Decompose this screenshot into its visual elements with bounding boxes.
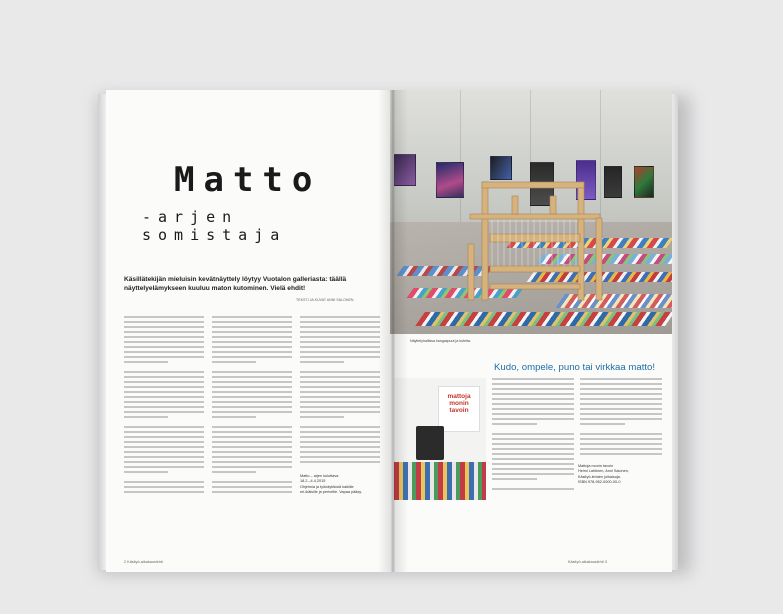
text-line [124,401,204,403]
text-line [124,326,204,328]
book-info-line: Helmi Lahtinen, Anni Salonen, [578,469,629,474]
text-line [300,441,380,443]
text-line [300,381,380,383]
text-line [124,426,204,428]
text-line [212,436,292,438]
text-line [300,351,380,353]
text-line [212,466,292,468]
text-line [300,346,380,348]
text-line [124,346,204,348]
body-column-2 [212,316,292,496]
article-subtitle: -arjen somistaja [142,208,287,244]
text-line [300,456,380,458]
text-line [492,453,574,455]
folio-left: 2 Käsityö-aikakauslehti [124,560,163,564]
text-line [300,391,380,393]
text-line [492,403,574,405]
text-line [492,448,574,450]
inset-rug [394,462,486,500]
text-line [492,488,574,490]
text-line [212,361,256,363]
text-line [580,453,662,455]
event-info-line: Ohjelmia ja työnäytöksiä kaikille [300,484,354,489]
text-line [300,406,380,408]
text-line [580,433,662,435]
text-line [300,426,380,428]
text-line [212,376,292,378]
text-line [124,406,204,408]
text-line [300,356,380,358]
text-line [212,336,292,338]
text-line [300,386,380,388]
photo-credit: TEKSTI JA KUVAT ANNI SALONEN [296,298,354,302]
text-line [580,393,662,395]
text-line [212,461,292,463]
text-line [124,471,168,473]
event-info-line: 18.2.–4.4.2015 [300,479,326,484]
text-line [580,418,662,420]
text-line [212,381,292,383]
text-line [492,458,574,460]
text-line [492,398,574,400]
text-line [580,438,662,440]
text-line [300,411,380,413]
text-line [492,433,574,435]
text-line [124,431,204,433]
text-line [580,443,662,445]
book-info-line: Käsityö-lehden julkaisuja. [578,474,621,479]
text-line [212,346,292,348]
book-cover [438,386,480,432]
body-column-3 [300,316,380,466]
text-line [124,376,204,378]
text-line [124,391,204,393]
text-line [300,371,380,373]
text-line [580,388,662,390]
text-line [212,331,292,333]
event-info-line: Matto – arjen kuluttava [300,474,339,478]
text-line [580,423,625,425]
event-info-box [300,474,378,496]
photo-caption: Näyttelyhallissa kangaspuut ja kuteita. [410,339,471,343]
text-line [124,371,204,373]
text-line [492,468,574,470]
text-line [300,336,380,338]
text-line [580,403,662,405]
text-line [124,381,204,383]
text-line [212,426,292,428]
text-line [124,451,204,453]
folio-right: Käsityö-aikakauslehti 3 [568,560,607,564]
wall-tapestry [394,154,416,186]
text-line [492,418,574,420]
text-line [300,416,344,418]
text-line [212,431,292,433]
text-line [124,461,204,463]
text-line [300,446,380,448]
text-line [212,446,292,448]
text-line [492,413,574,415]
text-line [124,361,168,363]
article-title: Matto [174,160,322,200]
text-line [212,341,292,343]
page-stack-left [98,94,106,570]
right-body-column-1 [492,378,574,496]
text-line [212,356,292,358]
floor-loom [460,174,610,314]
text-line [124,341,204,343]
chair-figure [416,426,444,460]
wall-tapestry [634,166,654,198]
text-line [124,321,204,323]
magazine-spread [106,90,672,572]
text-line [492,478,537,480]
text-line [580,408,662,410]
text-line [124,386,204,388]
text-line [300,321,380,323]
text-line [124,351,204,353]
text-line [124,356,204,358]
text-line [212,391,292,393]
event-info-line: eri-ikäisille ja perheille. Vapaa pääsy. [300,490,362,495]
text-line [212,411,292,413]
text-line [212,316,292,318]
text-line [300,361,344,363]
floor-rug [415,312,672,326]
text-line [124,491,204,493]
text-line [492,423,537,425]
body-column-1 [124,316,204,496]
text-line [580,448,662,450]
text-line [212,371,292,373]
text-line [492,393,574,395]
text-line [212,351,292,353]
text-line [300,461,380,463]
text-line [492,473,574,475]
text-line [580,378,662,380]
text-line [212,486,292,488]
left-page [106,90,390,572]
text-line [124,316,204,318]
text-line [212,456,292,458]
text-line [124,331,204,333]
text-line [212,491,292,493]
text-line [212,451,292,453]
book-info-box [578,464,664,486]
right-body-column-2 [580,378,662,458]
text-line [492,408,574,410]
text-line [124,416,168,418]
text-line [492,383,574,385]
text-line [492,463,574,465]
text-line [212,406,292,408]
page-stack-right [672,94,678,570]
text-line [300,436,380,438]
book-info-line: ISBN 978-952-0000-00-0 [578,480,621,485]
text-line [580,413,662,415]
text-line [212,416,256,418]
text-line [212,396,292,398]
book-info-line: Mattoja monin tavoin [578,464,614,468]
text-line [124,456,204,458]
book-title: mattoja monin tavoin [447,393,471,414]
text-line [212,481,292,483]
text-line [212,401,292,403]
text-line [492,438,574,440]
text-line [124,486,204,488]
text-line [212,321,292,323]
text-line [124,441,204,443]
text-line [300,451,380,453]
text-line [124,411,204,413]
text-line [300,396,380,398]
text-line [580,398,662,400]
article-lead: Käsillätekijän mieluisin kevätnäyttely löytyy Vuotalon galleriasta: täällä näyttelyelämykseen kuuluu maton kutominen. Vielä ehdit! [124,276,347,292]
section-heading: Kudo, ompele, puno tai virkkaa matto! [494,362,656,373]
text-line [212,386,292,388]
text-line [300,431,380,433]
text-line [492,443,574,445]
exhibition-photo [390,90,672,334]
text-line [124,466,204,468]
text-line [300,401,380,403]
text-line [124,336,204,338]
text-line [300,326,380,328]
text-line [124,396,204,398]
text-line [124,436,204,438]
text-line [212,471,256,473]
text-line [212,326,292,328]
text-line [492,378,574,380]
text-line [580,383,662,385]
text-line [300,316,380,318]
text-line [212,441,292,443]
text-line [300,376,380,378]
text-line [492,388,574,390]
text-line [124,481,204,483]
text-line [124,446,204,448]
book-inset-photo [394,378,486,500]
text-line [300,341,380,343]
text-line [300,331,380,333]
right-page [390,90,672,572]
